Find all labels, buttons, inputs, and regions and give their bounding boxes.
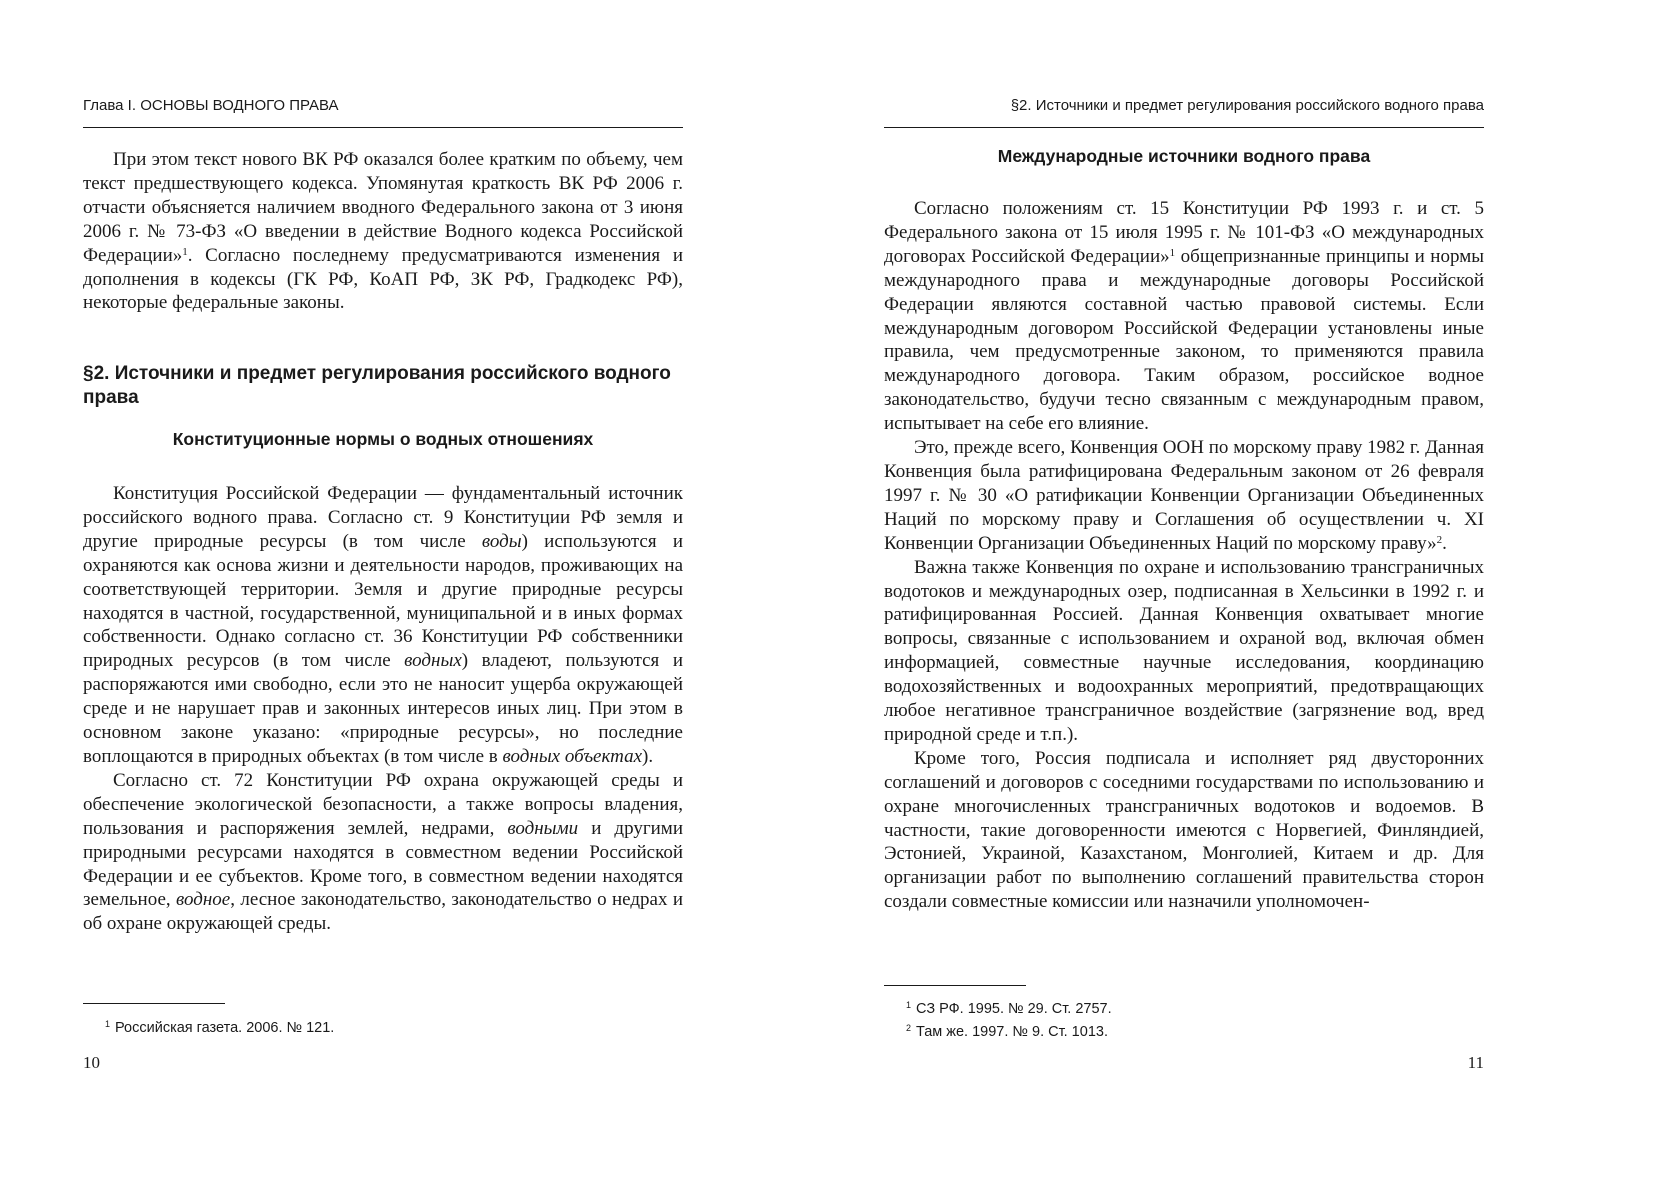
paragraph: Это, прежде всего, Конвенция ООН по морскому праву 1982 г. Данная Конвенция была ратифицирована Федеральным законом от 26 февраля 1997 г. № 30 «О ратификации Конвенции Организации Объединенных Наций по морскому праву и Соглашения об осуществлении ч. XI Конвенции Организации Объединенных Наций по морскому праву»$^2$. <box>884 437 1484 554</box>
main-text <box>884 197 1484 914</box>
header-rule <box>83 127 683 128</box>
footnote-rule <box>83 1003 225 1004</box>
running-head: §2. Источники и предмет регулирования российского водного права <box>1010 97 1484 114</box>
footnotes <box>884 996 1484 1042</box>
footnote: $^1$ Российская газета. 2006. № 121. <box>105 1019 335 1036</box>
subsection-title: Конституционные нормы о водных отношениях <box>172 429 594 449</box>
subsection-title: Международные источники водного права <box>997 146 1371 166</box>
footnote-ref: 2 <box>1436 533 1443 546</box>
footnote-ref: 1 <box>182 245 188 258</box>
paragraph: Важна также Конвенция по охране и использованию трансграничных водотоков и международных озер, подписанная в Хельсинки в 1992 г. и ратифицированная Россией. Данная Конвенция охватывает многие вопросы, связанные с использованием и охраной вод, включая обмен информацией, совместные научные исследования, координацию водохозяйственных и водоохранных мероприятий, предотвращающих любое негативное трансграничное воздействие (загрязнение вод, вред природной среде и т.п.). <box>884 556 1484 745</box>
footnote: $^1$ СЗ РФ. 1995. № 29. Ст. 2757. <box>906 1000 1112 1017</box>
page-number: 10 <box>83 1053 100 1072</box>
main-text <box>83 482 683 936</box>
paragraph: Кроме того, Россия подписала и исполняет ряд двусторонних соглашений и договоров с соседними государствами по использованию и охране многочисленных трансграничных водотоков и водоемов. В частности, такие договоренности имеются с Норвегией, Финляндией, Эстонией, Украиной, Казахстаном, Монголией, Китаем и др. Для организации работ по выполнению соглашений правительства сторон создали совместные комиссии или назначили уполномочен- <box>884 747 1484 913</box>
footnote-rule <box>884 985 1026 986</box>
footnote-ref: 1 <box>1169 246 1176 259</box>
paragraph: Согласно ст. 72 Конституции РФ охрана окружающей среды и обеспечение экологической безопасности, а также вопросы владения, пользования и распоряжения землей, недрами, водными и другими природными ресурсами находятся в совместном ведении Российской Федерации и ее субъектов. Кроме того, в совместном ведении находятся земельное, водное, лесное законодательство, законодательство о недрах и об охране окружающей среды. <box>83 769 684 935</box>
intro-text <box>83 148 683 315</box>
footnotes <box>83 1015 683 1038</box>
header-rule <box>884 127 1484 128</box>
paragraph: При этом текст нового ВК РФ оказался более кратким по объему, чем текст предшествующего кодекса. Упомянутая краткость ВК РФ 2006 г. отчасти объясняется наличием вводного Федерального закона от 3 июня 2006 г. № 73-ФЗ «О введении в действие Водного кодекса Российской Федерации»$^1$. Согласно последнему предусматриваются изменения и дополнения в кодексы (ГК РФ, КоАП РФ, ЗК РФ, Градкодекс РФ), некоторые федеральные законы. <box>83 149 683 314</box>
paragraph: Согласно положениям ст. 15 Конституции РФ 1993 г. и ст. 5 Федерального закона от 15 июля 1995 г. № 101-ФЗ «О международных договорах Российской Федерации»$^1$ общепризнанные принципы и нормы международного права и международные договоры Российской Федерации являются составной частью правовой системы. Если международным договором Российской Федерации установлены иные правила, чем предусмотренные законом, то применяются правила международного договора. Таким образом, российское водное законодательство, будучи тесно связанным с международным правом, испытывает на себе его влияние. <box>884 198 1484 435</box>
paragraph: Конституция Российской Федерации — фундаментальный источник российского водного права. Согласно ст. 9 Конституции РФ земля и другие природные ресурсы (в том числе воды) используются и охраняются как основа жизни и деятельности народов, проживающих на соответствующей территории. Земля и другие природные ресурсы находятся в частной, государственной, муниципальной и в иных формах собственности. Однако согласно ст. 36 Конституции РФ собственники природных ресурсов (в том числе водных) владеют, пользуются и распоряжаются ими свободно, если это не наносит ущерба окружающей среде и не нарушает прав и законных интересов иных лиц. При этом в основном законе указано: «природные ресурсы», но последние воплощаются в природных объектах (в том числе в водных объектах). <box>83 483 684 767</box>
footnote: $^2$ Там же. 1997. № 9. Ст. 1013. <box>906 1023 1108 1040</box>
page-number: 11 <box>1467 1053 1484 1072</box>
running-head: Глава I. ОСНОВЫ ВОДНОГО ПРАВА <box>83 97 339 114</box>
section-title: §2. Источники и предмет регулирования российского водного права <box>83 363 671 408</box>
